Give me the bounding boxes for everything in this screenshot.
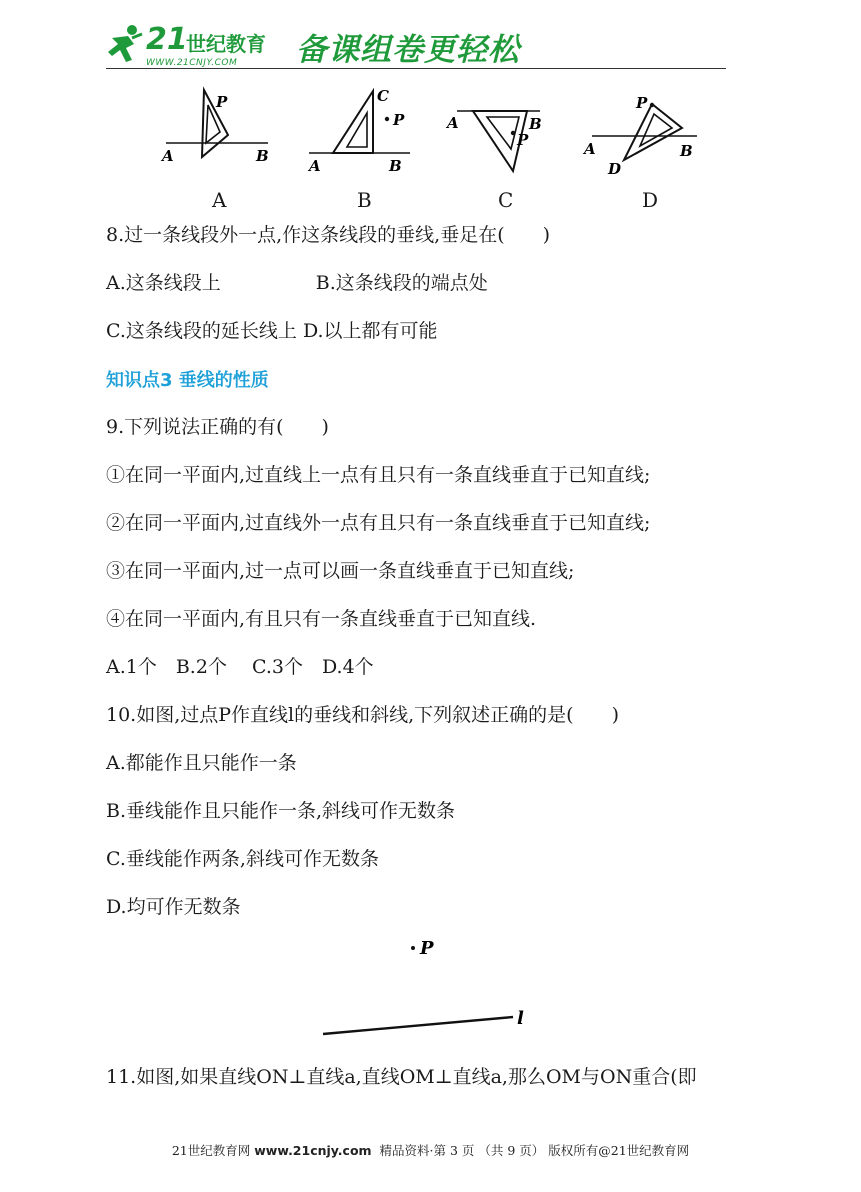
figure-a-label-p: P — [216, 93, 228, 111]
figure-d-label-d: D — [608, 160, 622, 178]
figure-c — [445, 95, 555, 180]
brand-number: 21 — [146, 22, 188, 57]
figure-c-caption: C — [498, 188, 514, 212]
footer-url[interactable]: www.21cnjy.com — [254, 1143, 372, 1158]
question-10: 10.如图,过点P作直线l的垂线和斜线,下列叙述正确的是( ) — [106, 704, 619, 726]
figure-a — [160, 85, 275, 170]
brand-url: WWW.21CNJY.COM — [146, 58, 238, 68]
figure-d-label-p: P — [636, 94, 648, 112]
figure-10 — [315, 928, 545, 1043]
figure-d — [582, 92, 702, 182]
figure-a-caption: A — [212, 188, 227, 212]
footer-site: 21世纪教育网 — [171, 1143, 251, 1158]
question-10-option-c: C.垂线能作两条,斜线可作无数条 — [106, 848, 379, 870]
figure-b-label-b: B — [389, 157, 402, 175]
page-footer — [0, 1141, 861, 1159]
figure-a-label-b: B — [256, 147, 269, 165]
question-9: 9.下列说法正确的有( ) — [106, 416, 329, 438]
page-header — [106, 18, 726, 70]
question-10-option-d: D.均可作无数条 — [106, 896, 241, 918]
question-10-option-b: B.垂线能作且只能作一条,斜线可作无数条 — [106, 800, 456, 822]
figure-b-label-p: P — [393, 111, 405, 129]
figure-d-label-a: A — [584, 140, 596, 158]
statement-1: ①在同一平面内,过直线上一点有且只有一条直线垂直于已知直线; — [106, 464, 651, 486]
figure-10-label-l: l — [517, 1008, 524, 1029]
figure-c-label-p: P — [517, 131, 529, 149]
figure-d-caption: D — [642, 188, 659, 212]
statement-2: ②在同一平面内,过直线外一点有且只有一条直线垂直于已知直线; — [106, 512, 651, 534]
figure-b-caption: B — [357, 188, 372, 212]
question-8-options-cd: C.这条线段的延长线上 D.以上都有可能 — [106, 320, 438, 342]
figure-b-label-a: A — [309, 157, 321, 175]
statement-4: ④在同一平面内,有且只有一条直线垂直于已知直线. — [106, 608, 537, 630]
figure-c-label-b: B — [529, 115, 542, 133]
header-slogan: 备课组卷更轻松 — [296, 32, 520, 68]
figure-c-label-a: A — [447, 114, 459, 132]
brand-name: 世纪教育 — [186, 32, 266, 56]
footer-rest: 精品资料·第 3 页 （共 9 页） 版权所有@21世纪教育网 — [379, 1143, 690, 1158]
figure-b — [305, 85, 420, 175]
section-heading: 知识点3 垂线的性质 — [106, 370, 269, 391]
statement-3: ③在同一平面内,过一点可以画一条直线垂直于已知直线; — [106, 560, 575, 582]
figure-a-label-a: A — [162, 147, 174, 165]
question-11: 11.如图,如果直线ON⊥直线a,直线OM⊥直线a,那么OM与ON重合(即 — [106, 1066, 697, 1088]
figure-10-label-p: P — [420, 938, 434, 959]
question-10-option-a: A.都能作且只能作一条 — [106, 752, 297, 774]
question-8: 8.过一条线段外一点,作这条线段的垂线,垂足在( ) — [106, 224, 551, 246]
header-divider — [106, 68, 726, 69]
question-9-options: A.1个 B.2个 C.3个 D.4个 — [106, 656, 374, 678]
runner-logo-icon — [106, 24, 144, 64]
figure-d-label-b: B — [680, 142, 693, 160]
figure-b-label-c: C — [377, 87, 389, 105]
question-8-options-ab: A.这条线段上 B.这条线段的端点处 — [106, 272, 488, 294]
